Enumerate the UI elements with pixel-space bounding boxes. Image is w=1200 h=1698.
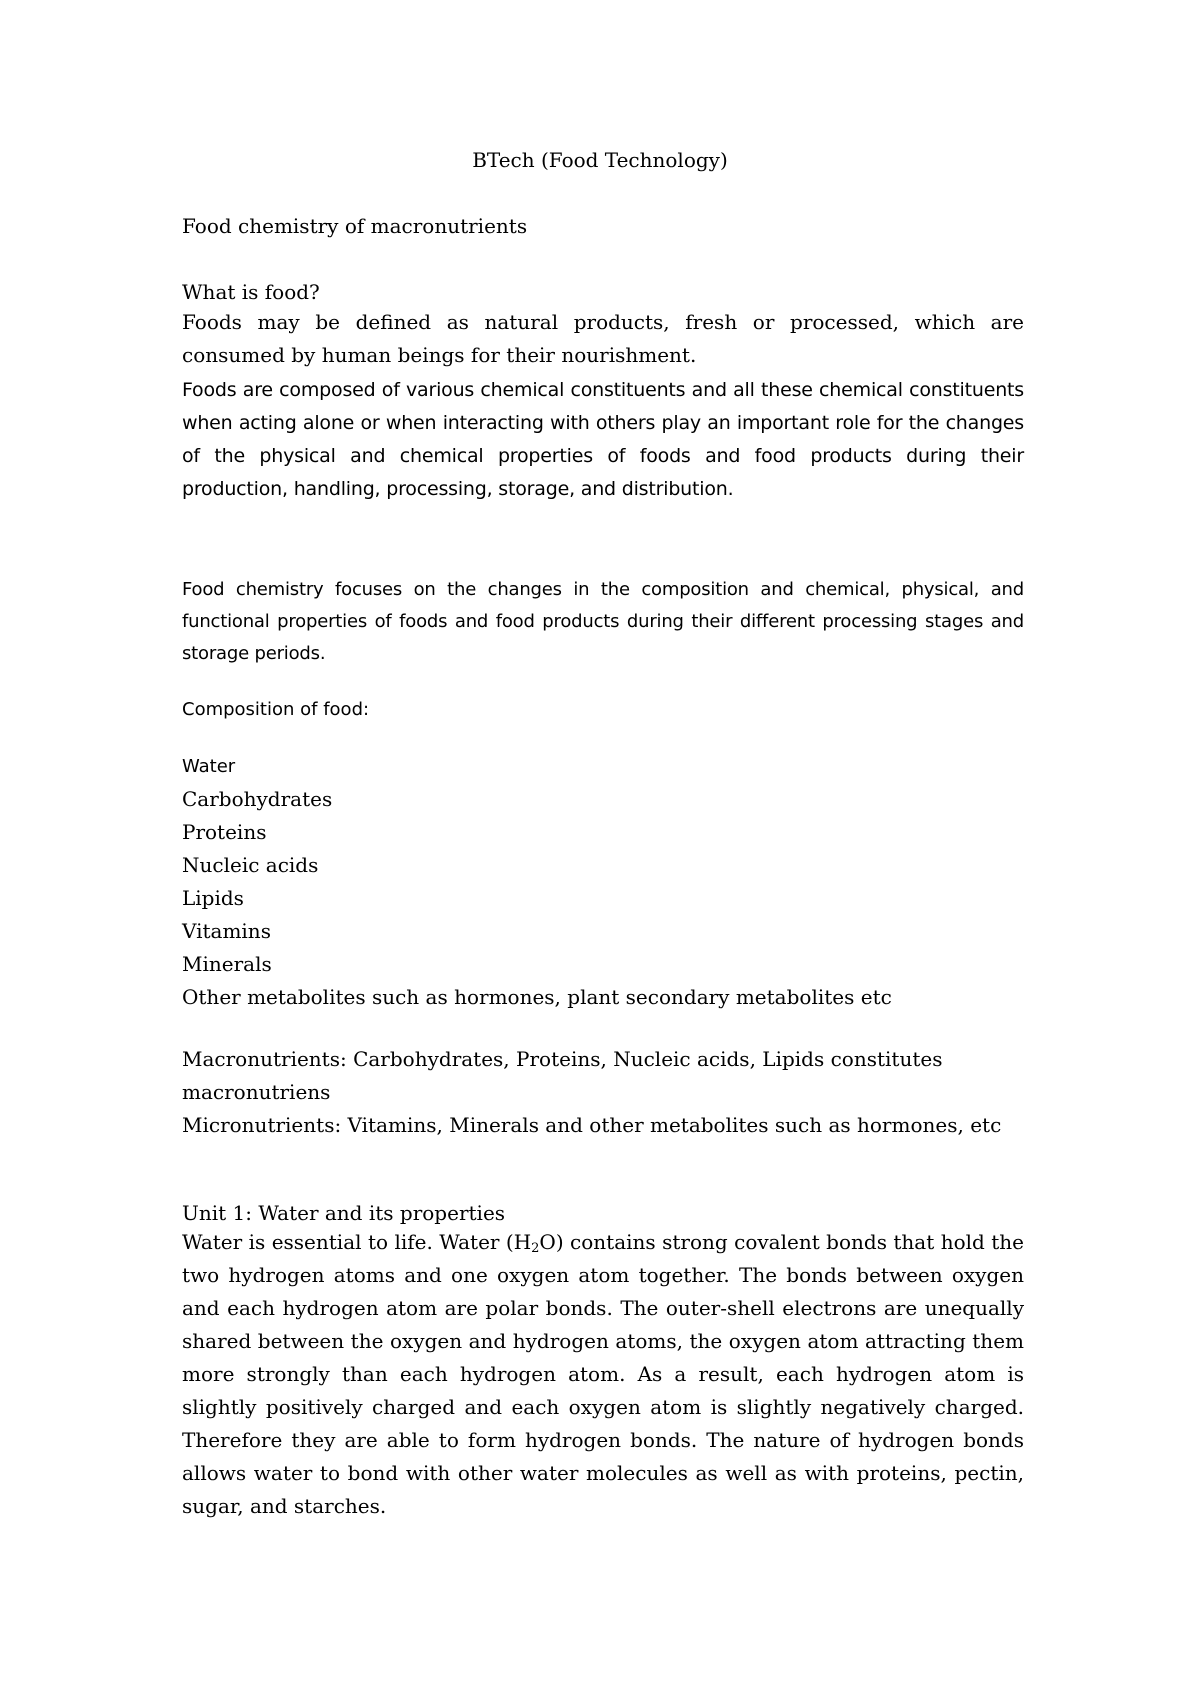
food-chemistry-paragraph: Food chemistry focuses on the changes in the composition and chemical, physical, and functional properties of foods and food products during their different processing stages and storage periods.: [182, 579, 1024, 664]
list-item: Proteins: [182, 820, 267, 844]
composition-paragraph: Foods are composed of various chemical constituents and all these chemical constituents when acting alone or when interacting with others play an important role for the changes of the physical and chemical properties of foods and food products during their production, handling, processing, storage, and distribution.: [182, 379, 1024, 500]
macronutrients-line: Macronutrients: Carbohydrates, Proteins, Nucleic acids, Lipids constitutes: [182, 1047, 943, 1071]
question-heading: What is food?: [182, 280, 320, 304]
course-title: BTech (Food Technology): [472, 148, 728, 172]
list-item: Lipids: [182, 886, 244, 910]
list-item: Carbohydrates: [182, 787, 333, 811]
formula-subscript: 2: [531, 1241, 540, 1256]
list-item: Vitamins: [182, 919, 271, 943]
list-item: Minerals: [182, 952, 272, 976]
composition-list: [182, 750, 892, 1014]
micronutrients-line: Micronutrients: Vitamins, Minerals and other metabolites such as hormones, etc: [182, 1113, 1002, 1137]
subject-title: Food chemistry of macronutrients: [182, 214, 528, 238]
unit-heading: Unit 1: Water and its properties: [182, 1201, 506, 1225]
water-paragraph: [182, 1226, 1024, 1523]
list-item: Nucleic acids: [182, 853, 319, 877]
list-item: Water: [182, 756, 236, 777]
composition-heading: Composition of food:: [182, 699, 370, 720]
list-item: Other metabolites such as hormones, plant secondary metabolites etc: [182, 985, 892, 1009]
water-text-start: Water is essential to life. Water (H: [182, 1230, 532, 1254]
macronutrients-line-continued: macronutriens: [182, 1080, 331, 1104]
water-text-rest: O) contains strong covalent bonds that hold the two hydrogen atoms and one oxygen atom together. The bonds between oxygen and each hydrogen atom are polar bonds. The outer-shell electrons are unequally shared between the oxygen and hydrogen atoms, the oxygen atom attracting them more strongly than each hydrogen atom. As a result, each hydrogen atom is slightly positively charged and each oxygen atom is slightly negatively charged. Therefore they are able to form hydrogen bonds. The nature of hydrogen bonds allows water to bond with other water molecules as well as with proteins, pectin, sugar, and starches.: [182, 1230, 1024, 1518]
definition-paragraph: Foods may be defined as natural products, fresh or processed, which are consumed by human beings for their nourishment.: [182, 310, 1024, 367]
